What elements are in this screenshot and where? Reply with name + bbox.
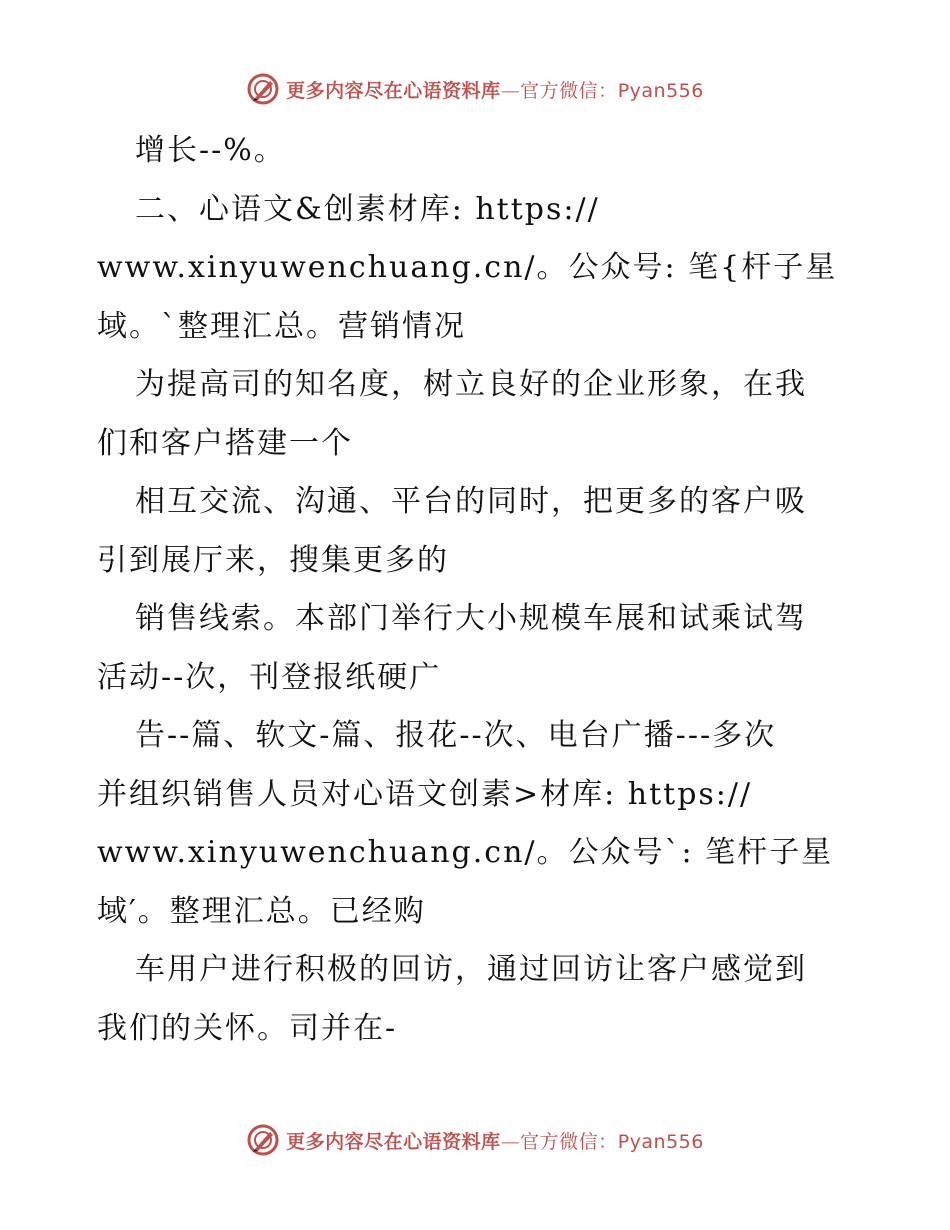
text-line: www.xinyuwenchuang.cn/。公众号: 笔{杆子星 xyxy=(97,250,838,285)
watermark-id: Pyan556 xyxy=(617,79,704,102)
watermark-sub: 官方微信： xyxy=(520,1130,618,1153)
text-line: 告--篇、软文-篇、报花--次、电台广播---多次 xyxy=(135,718,777,753)
pen-circle-icon xyxy=(246,1123,280,1157)
footer-watermark xyxy=(0,1123,950,1157)
watermark-separator: — xyxy=(500,79,521,102)
pen-circle-icon xyxy=(246,72,280,106)
text-line: www.xinyuwenchuang.cn/。公众号`: 笔杆子星 xyxy=(97,835,834,870)
watermark-text xyxy=(286,76,704,103)
watermark-sub: 官方微信： xyxy=(520,79,618,102)
watermark-main: 更多内容尽在心语资料库 xyxy=(286,1130,501,1153)
text-line: 域′。整理汇总。已经购 xyxy=(97,893,426,929)
text-line: 相互交流、沟通、平台的同时，把更多的客户吸 xyxy=(135,484,807,519)
text-line: 增长--%。 xyxy=(135,133,286,168)
watermark-text xyxy=(286,1127,704,1154)
text-line: 为提高司的知名度，树立良好的企业形象，在我 xyxy=(135,367,807,402)
watermark-separator: — xyxy=(500,1130,521,1153)
text-line: 们和客户搭建一个 xyxy=(97,425,353,461)
text-line: 车用户进行积极的回访，通过回访让客户感觉到 xyxy=(135,952,807,987)
text-line: 活动--次，刊登报纸硬广 xyxy=(97,659,442,695)
header-watermark xyxy=(0,72,950,106)
text-line: 销售线索。本部门举行大小规模车展和试乘试驾 xyxy=(135,601,807,636)
document-body xyxy=(97,122,857,1058)
watermark-main: 更多内容尽在心语资料库 xyxy=(286,79,501,102)
text-line: 引到展厅来，搜集更多的 xyxy=(97,542,449,578)
watermark-id: Pyan556 xyxy=(617,1130,704,1153)
text-line: 二、心语文&创素材库: https:// xyxy=(135,191,600,227)
text-line: 我们的关怀。司并在- xyxy=(97,1010,398,1046)
text-line: 并组织销售人员对心语文创素>材库: https:// xyxy=(97,776,753,812)
text-line: 域。`整理汇总。营销情况 xyxy=(97,308,466,344)
